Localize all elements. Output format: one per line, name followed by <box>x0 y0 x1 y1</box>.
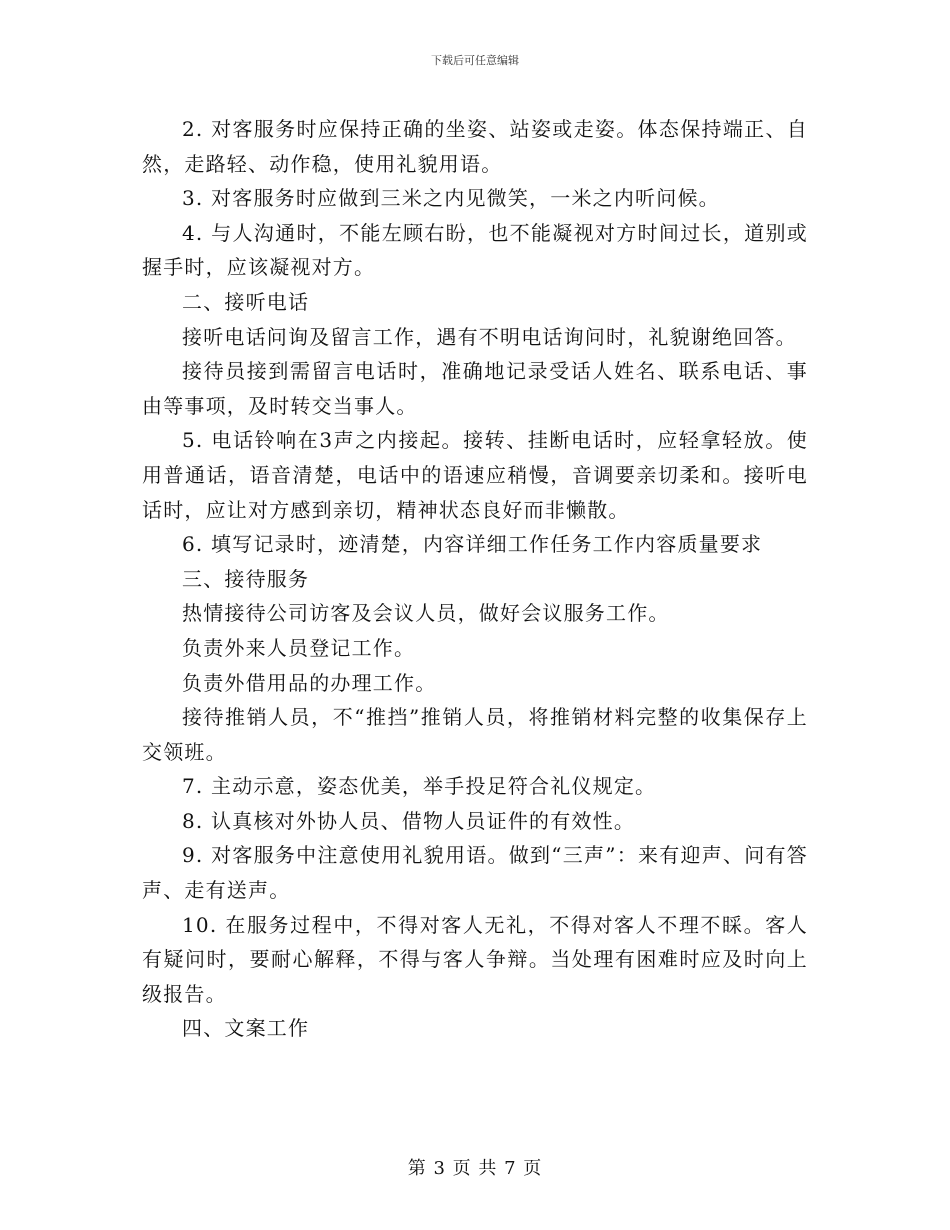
paragraph-phone-inquiry: 接听电话问询及留言工作，遇有不明电话询问时，礼貌谢绝回答。 <box>182 324 797 349</box>
paragraph-item-4: 4. 与人沟通时，不能左顾右盼，也不能凝视对方时间过长，道别或握手时，应该凝视对方。 <box>142 220 808 280</box>
paragraph-item-2: 2. 对客服务时应保持正确的坐姿、站姿或走姿。体态保持端正、自然，走路轻、动作稳，使用礼貌用语。 <box>142 117 808 176</box>
section-heading-reception: 三、接待服务 <box>182 566 310 591</box>
paragraph-item-6: 6. 填写记录时，迹清楚，内容详细工作任务工作内容质量要求 <box>182 532 763 557</box>
document-body <box>142 112 808 1046</box>
paragraph-item-7: 7. 主动示意，姿态优美，举手投足符合礼仪规定。 <box>182 774 657 799</box>
paragraph-reception-lending: 负责外借用品的办理工作。 <box>182 670 437 695</box>
paragraph-reception-sales: 接待推销人员，不“推挡”推销人员，将推销材料完整的收集保存上交领班。 <box>142 705 808 764</box>
page-footer: 第 3 页 共 7 页 <box>407 1158 543 1179</box>
paragraph-reception-visitors: 热情接待公司访客及会议人员，做好会议服务工作。 <box>182 601 670 626</box>
paragraph-phone-message: 接待员接到需留言电话时，准确地记录受话人姓名、联系电话、事由等事项，及时转交当事人。 <box>142 359 808 418</box>
paragraph-item-3: 3. 对客服务时应做到三米之内见微笑，一米之内听问候。 <box>182 186 720 211</box>
paragraph-item-9: 9. 对客服务中注意使用礼貌用语。做到“三声”：来有迎声、问有答声、走有送声。 <box>142 843 808 903</box>
paragraph-item-5: 5. 电话铃响在3声之内接起。接转、挂断电话时，应轻拿轻放。使用普通话，语音清楚，电话中的语速应稍慢，音调要亲切柔和。接听电话时，应让对方感到亲切，精神状态良好而非懒散。 <box>142 428 808 522</box>
paragraph-reception-registration: 负责外来人员登记工作。 <box>182 635 416 660</box>
paragraph-item-8: 8. 认真核对外协人员、借物人员证件的有效性。 <box>182 808 636 833</box>
section-heading-phone: 二、接听电话 <box>182 289 310 314</box>
section-heading-paperwork: 四、文案工作 <box>182 1016 310 1041</box>
paragraph-item-10: 10. 在服务过程中，不得对客人无礼，不得对客人不理不睬。客人有疑问时，要耐心解释，不得与客人争辩。当处理有困难时应及时向上级报告。 <box>142 912 808 1006</box>
page-header: 下载后可任意编辑 <box>431 54 519 67</box>
